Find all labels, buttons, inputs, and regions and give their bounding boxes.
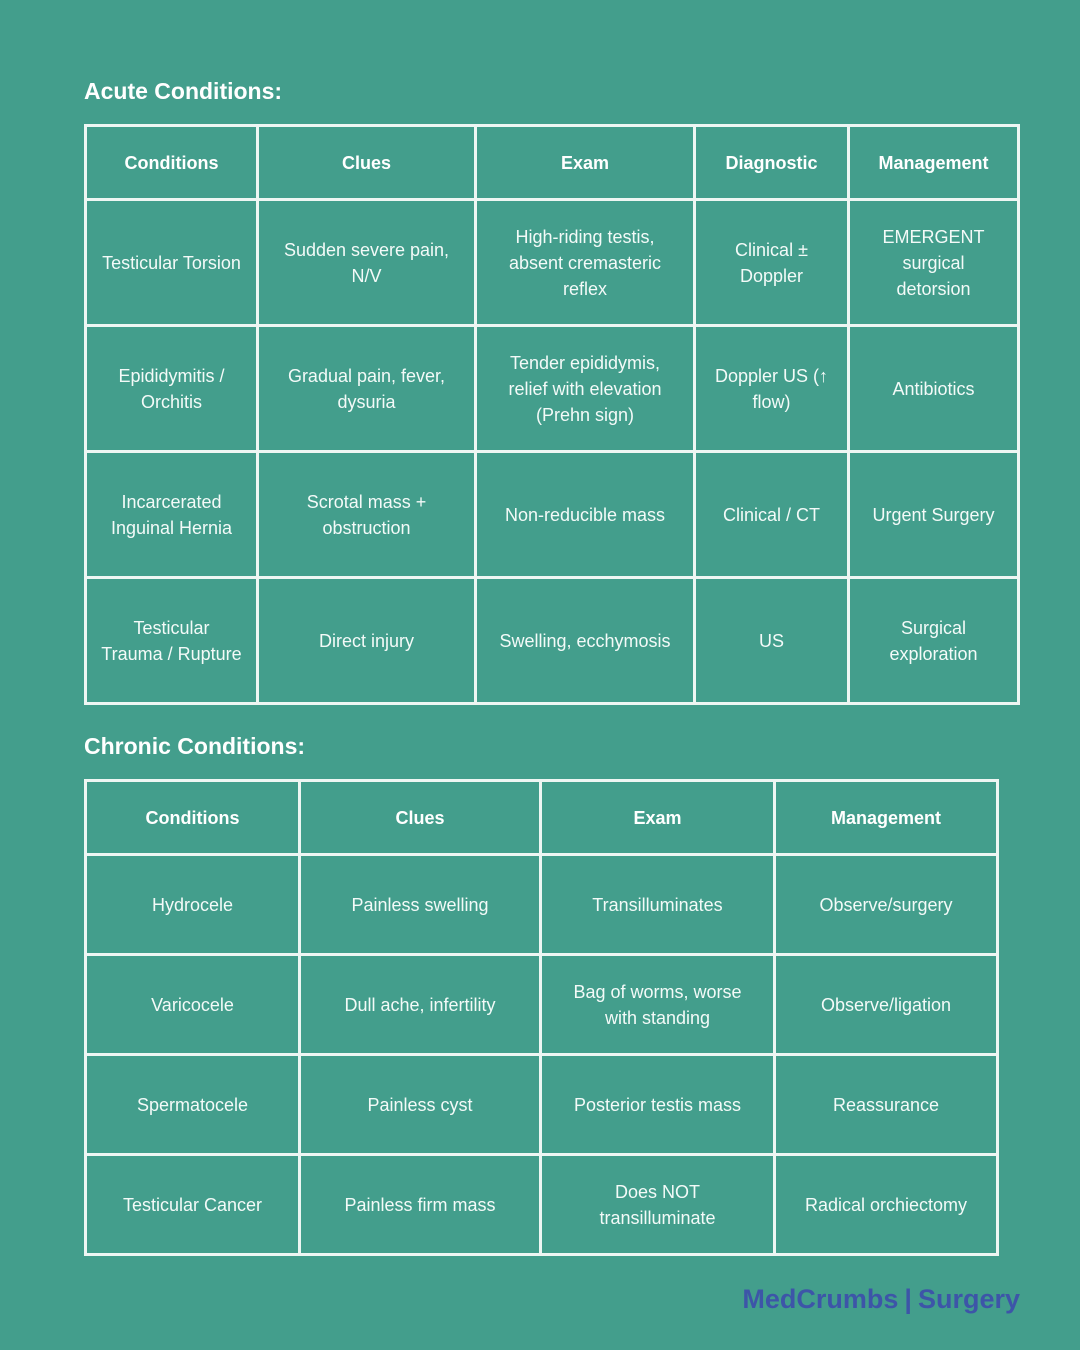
exam-cell: Transilluminates xyxy=(541,855,775,955)
clues-cell: Painless swelling xyxy=(300,855,541,955)
acute-section-title: Acute Conditions: xyxy=(84,78,283,104)
condition-cell: Incarcerated Inguinal Hernia xyxy=(86,452,258,578)
clues-cell: Painless cyst xyxy=(300,1055,541,1155)
exam-cell: Non-reducible mass xyxy=(476,452,695,578)
exam-cell: Swelling, ecchymosis xyxy=(476,578,695,704)
exam-cell: Bag of worms, worse with standing xyxy=(541,955,775,1055)
management-cell: Observe/surgery xyxy=(775,855,998,955)
condition-cell: Hydrocele xyxy=(86,855,300,955)
clues-cell: Painless firm mass xyxy=(300,1155,541,1255)
exam-cell: Tender epididymis, relief with elevation (Prehn sign) xyxy=(476,326,695,452)
acute-conditions-table xyxy=(84,124,1020,705)
management-cell: Observe/ligation xyxy=(775,955,998,1055)
exam-cell: Posterior testis mass xyxy=(541,1055,775,1155)
clues-cell: Gradual pain, fever, dysuria xyxy=(258,326,476,452)
table-header-row xyxy=(86,126,1019,200)
table-header-row xyxy=(86,781,998,855)
table-row xyxy=(86,1155,998,1255)
condition-cell: Testicular Trauma / Rupture xyxy=(86,578,258,704)
clues-cell: Direct injury xyxy=(258,578,476,704)
table-row xyxy=(86,578,1019,704)
exam-cell: High-riding testis, absent cremasteric reflex xyxy=(476,200,695,326)
column-header-exam: Exam xyxy=(476,126,695,200)
condition-cell: Varicocele xyxy=(86,955,300,1055)
column-header-diagnostic: Diagnostic xyxy=(695,126,849,200)
table-row xyxy=(86,452,1019,578)
column-header-clues: Clues xyxy=(300,781,541,855)
condition-cell: Testicular Cancer xyxy=(86,1155,300,1255)
management-cell: Surgical exploration xyxy=(849,578,1019,704)
column-header-exam: Exam xyxy=(541,781,775,855)
table-row xyxy=(86,955,998,1055)
condition-cell: Epididymitis / Orchitis xyxy=(86,326,258,452)
exam-cell: Does NOT transilluminate xyxy=(541,1155,775,1255)
management-cell: Reassurance xyxy=(775,1055,998,1155)
table-row xyxy=(86,855,998,955)
brand-separator: | xyxy=(904,1284,912,1314)
column-header-conditions: Conditions xyxy=(86,126,258,200)
diagnostic-cell: Doppler US (↑ flow) xyxy=(695,326,849,452)
management-cell: Antibiotics xyxy=(849,326,1019,452)
column-header-conditions: Conditions xyxy=(86,781,300,855)
management-cell: Urgent Surgery xyxy=(849,452,1019,578)
column-header-management: Management xyxy=(849,126,1019,200)
table-row xyxy=(86,326,1019,452)
table-row xyxy=(86,1055,998,1155)
column-header-management: Management xyxy=(775,781,998,855)
brand-section: Surgery xyxy=(917,1284,1020,1314)
diagnostic-cell: US xyxy=(695,578,849,704)
clues-cell: Scrotal mass + obstruction xyxy=(258,452,476,578)
table-row xyxy=(86,200,1019,326)
diagnostic-cell: Clinical / CT xyxy=(695,452,849,578)
column-header-clues: Clues xyxy=(258,126,476,200)
clues-cell: Dull ache, infertility xyxy=(300,955,541,1055)
condition-cell: Testicular Torsion xyxy=(86,200,258,326)
management-cell: EMERGENT surgical detorsion xyxy=(849,200,1019,326)
clues-cell: Sudden severe pain, N/V xyxy=(258,200,476,326)
diagnostic-cell: Clinical ± Doppler xyxy=(695,200,849,326)
management-cell: Radical orchiectomy xyxy=(775,1155,998,1255)
brand-footer xyxy=(742,1282,1020,1316)
chronic-section-title: Chronic Conditions: xyxy=(84,733,306,759)
condition-cell: Spermatocele xyxy=(86,1055,300,1155)
brand-name: MedCrumbs xyxy=(742,1284,899,1314)
chronic-conditions-table xyxy=(84,779,999,1256)
